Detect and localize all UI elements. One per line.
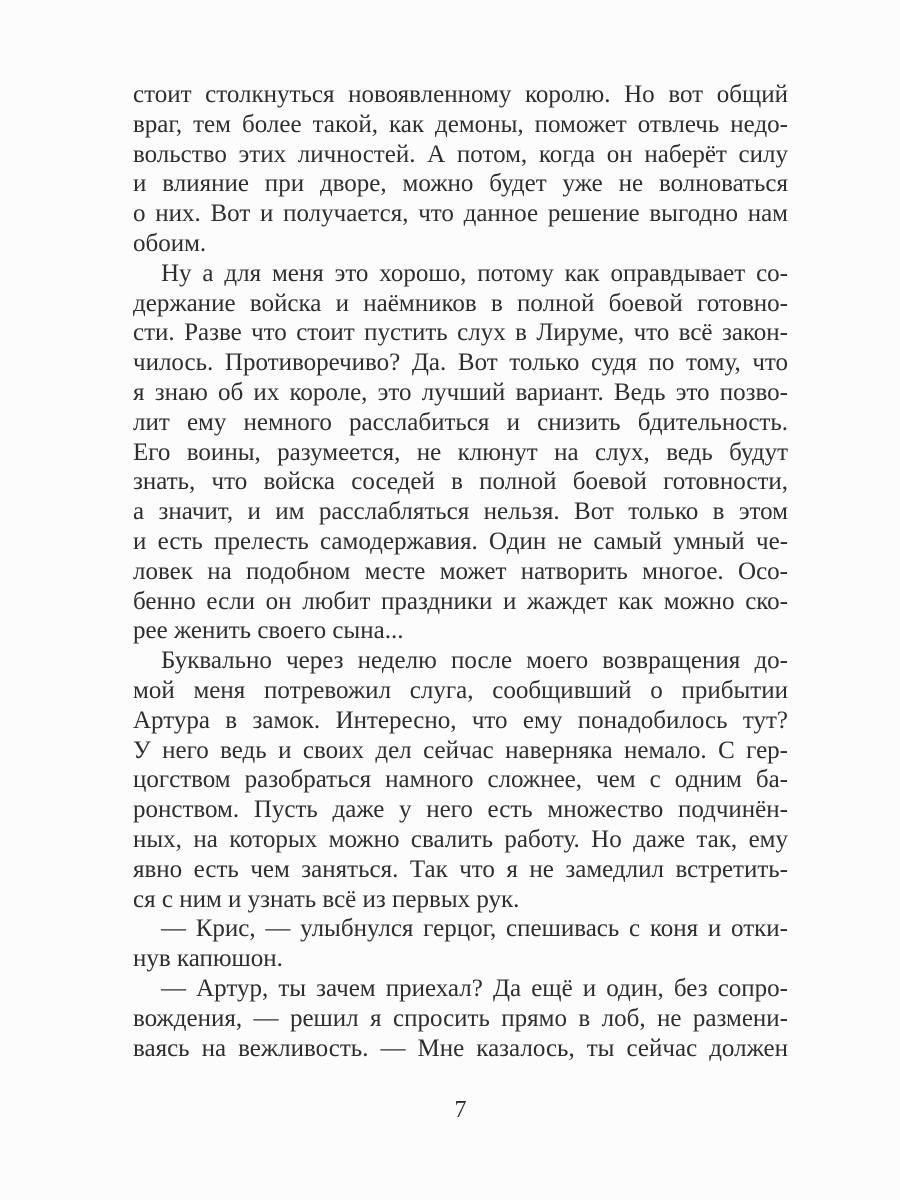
text-line: я знаю об их короле, это лучший вариант. Ведь это позво- [133,378,788,406]
text-line: вольство этих личностей. А потом, когда он наберёт силу [133,140,788,168]
text-line: стоит столкнуться новоявленному королю. Но вот общий [133,81,788,108]
text-line: сти. Разве что стоит пустить слух в Лируме, что всё закон- [133,319,788,347]
text-line: держание войска и наёмников в полной боевой готовно- [133,289,788,317]
text-line: ронством. Пусть даже у него есть множество подчинён- [133,796,788,824]
text-line: нув капюшон. [133,945,283,973]
text-line: вождения, — решил я спросить прямо в лоб, не размени- [133,1004,788,1032]
paragraph [133,974,788,1063]
text-line: и влияние при дворе, можно будет уже не волноваться [133,170,788,198]
paragraph [133,646,788,914]
text-line: враг, тем более такой, как демоны, поможет отвлечь недо- [133,110,788,138]
text-line: знать, что войска соседей в полной боевой готовности, [133,468,788,496]
text-line: ных, на которых можно свалить работу. Но даже так, ему [133,825,788,853]
text-line: ся с ним и узнать всё из первых рук. [133,885,520,913]
text-line: У него ведь и своих дел сейчас наверняка немало. С гер- [133,736,788,764]
text-line: о них. Вот и получается, что данное решение выгодно нам [133,200,788,228]
text-line: лит ему немного расслабиться и снизить бдительность. [133,408,788,436]
text-line: бенно если он любит праздники и жаждет как можно ско- [133,587,788,615]
text-line: Артура в замок. Интересно, что ему понадобилось тут? [133,706,788,734]
text-line: цогством разобраться намного сложнее, чем с одним ба- [133,766,788,794]
text-line: ловек на подобном месте может натворить многое. Осо- [133,557,788,585]
text-line: и есть прелесть самодержавия. Один не самый умный че- [133,527,788,555]
text-line: чилось. Противоречиво? Да. Вот только судя по тому, что [133,349,788,377]
text-line: — Артур, ты зачем приехал? Да ещё и один, без сопро- [161,974,788,1002]
text-block [133,80,788,1063]
text-line: рее женить своего сына... [133,617,404,645]
text-line: а значит, и им расслабляться нельзя. Вот только в этом [133,498,788,526]
paragraph [133,80,788,259]
text-line: Ну а для меня это хорошо, потому как оправдывает со- [161,259,788,287]
page-number: 7 [454,1097,467,1123]
paragraph [133,259,788,646]
text-line: мой меня потревожил слуга, сообщивший о прибытии [133,676,788,704]
text-line: явно есть чем заняться. Так что я не замедлил встретить- [133,855,788,883]
text-line: ваясь на вежливость. — Мне казалось, ты сейчас должен [133,1034,788,1062]
text-line: Буквально через неделю после моего возвращения до- [161,647,788,675]
text-line: обоим. [133,229,207,257]
paragraph [133,914,788,974]
text-line: Его воины, разумеется, не клюнут на слух, ведь будут [133,438,788,466]
text-line: — Крис, — улыбнулся герцог, спешивась с коня и отки- [161,915,788,943]
